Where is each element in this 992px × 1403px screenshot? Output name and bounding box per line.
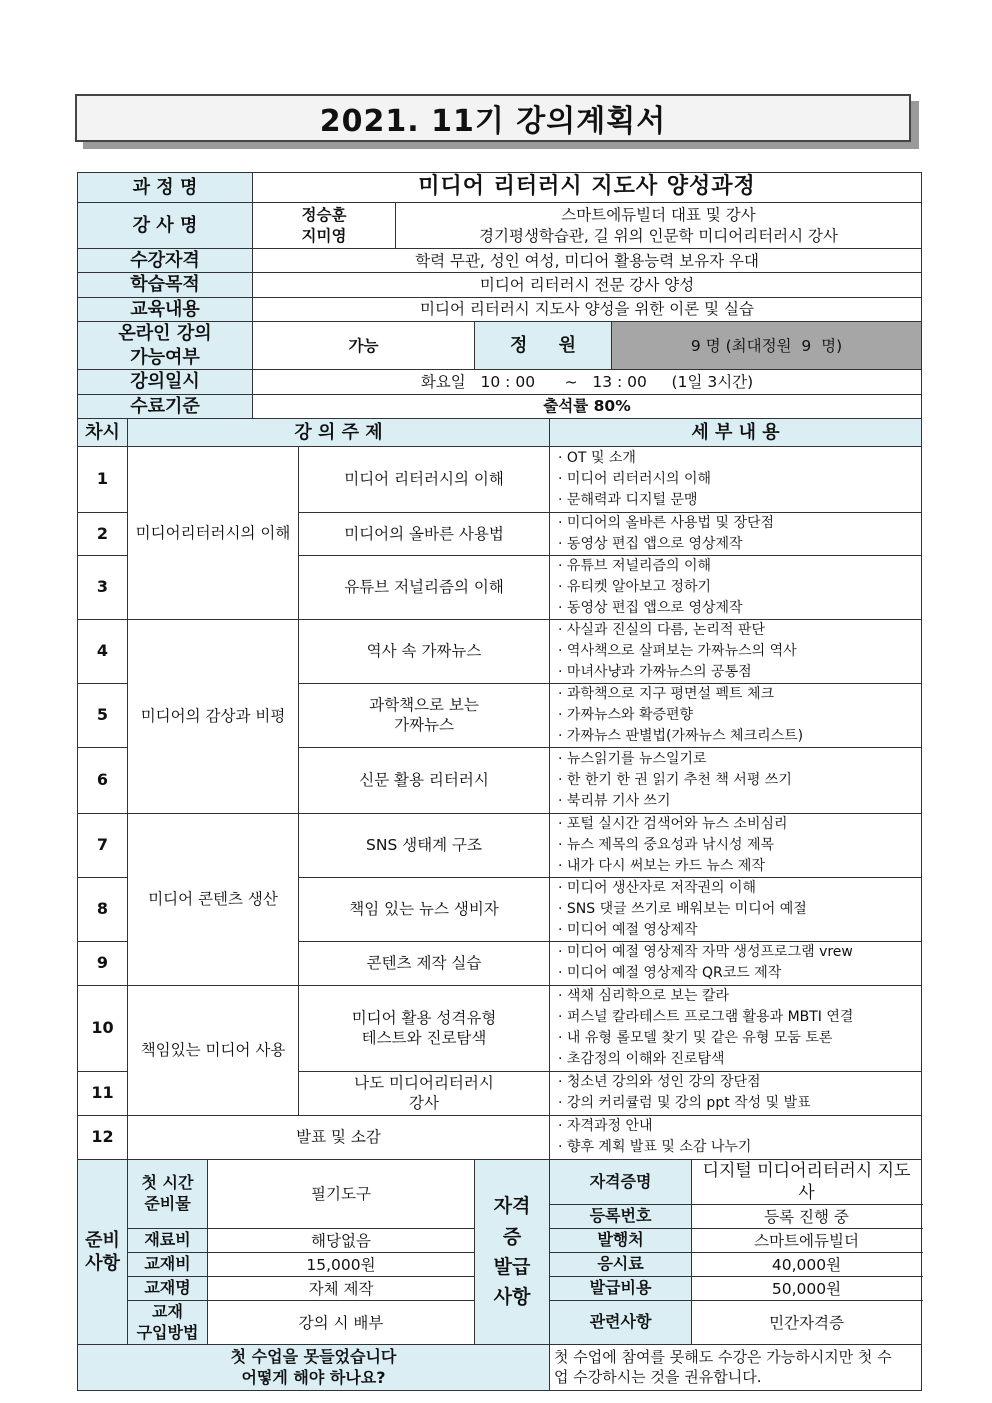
session-details xyxy=(550,619,922,683)
cert-label-line: 발급 xyxy=(493,1256,531,1279)
faq-row xyxy=(78,1345,922,1391)
detail-item: · 뉴스 제목의 중요성과 낚시성 제목 xyxy=(558,836,775,853)
cert-item-label: 관련사항 xyxy=(550,1301,692,1345)
schedule-label: 강의일시 xyxy=(78,370,253,394)
prep-label xyxy=(78,1159,128,1344)
instructor-roles xyxy=(396,203,922,249)
completion-value: 출석률 80% xyxy=(253,394,922,418)
session-number: 1 xyxy=(78,446,128,512)
faq-answer-line: 업 수강하시는 것을 권유합니다. xyxy=(554,1367,762,1386)
cert-label xyxy=(475,1159,550,1344)
session-topic: 역사 속 가짜뉴스 xyxy=(299,619,550,683)
detail-item: · 내가 다시 써보는 카드 뉴스 제작 xyxy=(558,857,765,874)
detail-item: · SNS 댓글 쓰기로 배워보는 미디어 예절 xyxy=(558,900,807,917)
qualification-label: 수강자격 xyxy=(78,249,253,273)
prep-label-line: 준비 xyxy=(85,1229,120,1251)
topic-header: 강 의 주 제 xyxy=(128,418,550,446)
detail-item: · 미디어 예절 영상제작 xyxy=(558,921,698,938)
prep-item-value: 강의 시 배부 xyxy=(208,1301,475,1345)
online-row xyxy=(78,322,922,370)
session-number: 2 xyxy=(78,512,128,555)
cert-item-value: 등록 진행 중 xyxy=(692,1205,922,1229)
content-row xyxy=(78,297,922,321)
cert-item-value: 스마트에듀빌더 xyxy=(692,1229,922,1253)
detail-item: · 가짜뉴스 판별법(가짜뉴스 체크리스트) xyxy=(558,727,804,744)
topic-line: 강사 xyxy=(409,1094,439,1113)
cert-item-label: 응시료 xyxy=(550,1253,692,1277)
session-topic: 콘텐츠 제작 실습 xyxy=(299,941,550,985)
prep-item-label-line: 준비물 xyxy=(144,1194,191,1214)
qualification-value: 학력 무관, 성인 여성, 미디어 활용능력 보유자 우대 xyxy=(253,249,922,273)
detail-item: · 마녀사냥과 가짜뉴스의 공통점 xyxy=(558,663,752,680)
prep-item-label-line: 구입방법 xyxy=(136,1322,199,1342)
instructor-name: 지미영 xyxy=(301,226,347,245)
content-value: 미디어 리터러시 지도사 양성을 위한 이론 및 실습 xyxy=(253,297,922,321)
group-label: 미디어의 감상과 비평 xyxy=(128,619,299,813)
detail-item: · 문해력과 디지털 문맹 xyxy=(558,491,698,508)
prep-item-value: 자체 제작 xyxy=(208,1277,475,1301)
cert-item-label: 발행처 xyxy=(550,1229,692,1253)
online-value: 가능 xyxy=(253,322,475,370)
detail-item: · 미디어의 올바른 사용법 및 장단점 xyxy=(558,514,775,531)
instructor-names xyxy=(253,203,396,249)
topic-line: 가짜뉴스 xyxy=(394,716,454,735)
session-details xyxy=(550,446,922,512)
online-label xyxy=(78,322,253,370)
session-number: 12 xyxy=(78,1115,128,1159)
detail-item: · 내 유형 롤모델 찾기 및 같은 유형 모둠 토론 xyxy=(558,1030,833,1047)
session-row xyxy=(78,446,922,512)
page-title: 2021. 11기 강의계획서 xyxy=(75,94,911,142)
session-details xyxy=(550,877,922,941)
detail-item: · 미디어 리터러시의 이해 xyxy=(558,470,712,487)
prep-row xyxy=(78,1159,922,1204)
schedule-row xyxy=(78,370,922,394)
session-header: 차시 xyxy=(78,418,128,446)
session-topic: 미디어 리터러시의 이해 xyxy=(299,446,550,512)
instructor-row xyxy=(78,203,922,249)
prep-item-label: 교재명 xyxy=(128,1277,208,1301)
topic-line: 나도 미디어리터러시 xyxy=(354,1074,494,1093)
prep-item-label xyxy=(128,1301,208,1345)
cert-item-value: 디지털 미디어리터러시 지도사 xyxy=(692,1159,922,1204)
online-label-line: 온라인 강의 xyxy=(118,323,212,345)
detail-item: · 동영상 편집 앱으로 영상제작 xyxy=(558,599,743,616)
session-number: 11 xyxy=(78,1071,128,1115)
cert-item-label: 등록번호 xyxy=(550,1205,692,1229)
course-label: 과 정 명 xyxy=(78,173,253,203)
detail-item: · 퍼스널 칼라테스트 프로그램 활용과 MBTI 연결 xyxy=(558,1009,854,1026)
goal-row xyxy=(78,273,922,297)
goal-value: 미디어 리터러시 전문 강사 양성 xyxy=(253,273,922,297)
content-label: 교육내용 xyxy=(78,297,253,321)
detail-item: · 청소년 강의와 성인 강의 장단점 xyxy=(558,1074,761,1091)
session-number: 9 xyxy=(78,941,128,985)
faq-question xyxy=(78,1345,550,1391)
detail-item: · 북리뷰 기사 쓰기 xyxy=(558,792,671,809)
qualification-row xyxy=(78,249,922,273)
lecture-plan-table xyxy=(77,172,922,1391)
session-topic: 책임 있는 뉴스 생비자 xyxy=(299,877,550,941)
capacity-label: 정 원 xyxy=(475,322,612,370)
session-details xyxy=(550,683,922,747)
faq-question-line: 어떻게 해야 하나요? xyxy=(241,1367,386,1387)
detail-item: · 미디어 예절 영상제작 자막 생성프로그램 vrew xyxy=(558,944,853,961)
completion-row xyxy=(78,394,922,418)
detail-item: · 동영상 편집 앱으로 영상제작 xyxy=(558,535,743,552)
session-row xyxy=(78,985,922,1071)
detail-item: · 뉴스읽기를 뉴스일기로 xyxy=(558,750,707,767)
session-details xyxy=(550,985,922,1071)
session-topic xyxy=(299,1071,550,1115)
detail-item: · 포털 실시간 검색어와 뉴스 소비심리 xyxy=(558,815,788,832)
prep-item-label xyxy=(128,1159,208,1228)
prep-item-label: 재료비 xyxy=(128,1229,208,1253)
instructor-role: 스마트에듀빌더 대표 및 강사 xyxy=(561,206,756,225)
topic-line: 과학책으로 보는 xyxy=(369,696,479,715)
session-row xyxy=(78,813,922,877)
detail-item: · 자격과정 안내 xyxy=(558,1118,653,1135)
session-topic xyxy=(299,683,550,747)
session-number: 6 xyxy=(78,747,128,813)
session-details xyxy=(550,747,922,813)
detail-item: · 색채 심리학으로 보는 칼라 xyxy=(558,988,730,1005)
detail-item: · 미디어 예절 영상제작 QR코드 제작 xyxy=(558,965,782,982)
session-row xyxy=(78,1115,922,1159)
instructor-name: 정승훈 xyxy=(301,206,347,225)
session-details xyxy=(550,512,922,555)
faq-answer-line: 첫 수업에 참여를 못해도 수강은 가능하시지만 첫 수 xyxy=(554,1348,892,1367)
prep-item-label-line: 첫 시간 xyxy=(141,1173,194,1193)
detail-item: · 초감정의 이해와 진로탐색 xyxy=(558,1051,725,1068)
group-label: 책임있는 미디어 사용 xyxy=(128,985,299,1115)
detail-item: · 과학책으로 지구 평면설 펙트 체크 xyxy=(558,685,775,702)
cert-label-line: 자격 xyxy=(493,1195,531,1218)
session-number: 4 xyxy=(78,619,128,683)
detail-item: · 유튜브 저널리즘의 이해 xyxy=(558,557,712,574)
detail-item: · 사실과 진실의 다름, 논리적 판단 xyxy=(558,621,765,638)
cert-item-label: 자격증명 xyxy=(550,1159,692,1204)
prep-item-value: 15,000원 xyxy=(208,1253,475,1277)
session-details xyxy=(550,1071,922,1115)
group-label: 발표 및 소감 xyxy=(128,1115,550,1159)
detail-item: · 강의 커리큘럼 및 강의 ppt 작성 및 발표 xyxy=(558,1095,811,1112)
session-topic: 미디어의 올바른 사용법 xyxy=(299,512,550,555)
topic-line: 테스트와 진로탐색 xyxy=(361,1029,487,1048)
group-label: 미디어리터러시의 이해 xyxy=(128,446,299,619)
session-topic: SNS 생태계 구조 xyxy=(299,813,550,877)
session-details xyxy=(550,555,922,619)
instructor-role: 경기평생학습관, 길 위의 인문학 미디어리터러시 강사 xyxy=(479,226,839,245)
cert-label-line: 사항 xyxy=(493,1286,531,1309)
prep-item-value: 해당없음 xyxy=(208,1229,475,1253)
course-name: 미디어 리터러시 지도사 양성과정 xyxy=(253,173,922,203)
detail-item: · 미디어 생산자로 저작권의 이해 xyxy=(558,879,757,896)
session-topic xyxy=(299,985,550,1071)
goal-label: 학습목적 xyxy=(78,273,253,297)
session-details xyxy=(550,941,922,985)
session-topic: 유튜브 저널리즘의 이해 xyxy=(299,555,550,619)
cert-item-value: 민간자격증 xyxy=(692,1301,922,1345)
group-label: 미디어 콘텐츠 생산 xyxy=(128,813,299,985)
session-number: 5 xyxy=(78,683,128,747)
capacity-value: 9 명 (최대정원 9 명) xyxy=(612,322,922,370)
online-label-line: 가능여부 xyxy=(130,346,200,368)
cert-label-line: 증 xyxy=(502,1225,522,1248)
instructor-label: 강 사 명 xyxy=(78,203,253,249)
detail-item: · 한 한기 한 권 읽기 추천 책 서평 쓰기 xyxy=(558,771,792,788)
session-number: 3 xyxy=(78,555,128,619)
session-details xyxy=(550,1115,922,1159)
session-details xyxy=(550,813,922,877)
course-row xyxy=(78,173,922,203)
faq-answer xyxy=(550,1345,922,1391)
details-header: 세 부 내 용 xyxy=(550,418,922,446)
cert-item-value: 40,000원 xyxy=(692,1253,922,1277)
session-number: 8 xyxy=(78,877,128,941)
prep-item-label-line: 교재 xyxy=(152,1301,183,1321)
schedule-value: 화요일 10 : 00 ~ 13 : 00 (1일 3시간) xyxy=(253,370,922,394)
session-row xyxy=(78,619,922,683)
prep-item-label: 교재비 xyxy=(128,1253,208,1277)
session-number: 10 xyxy=(78,985,128,1071)
session-number: 7 xyxy=(78,813,128,877)
cert-item-label: 발급비용 xyxy=(550,1277,692,1301)
topic-line: 미디어 활용 성격유형 xyxy=(351,1009,497,1028)
faq-question-line: 첫 수업을 못들었습니다 xyxy=(230,1346,397,1366)
detail-item: · 역사책으로 살펴보는 가짜뉴스의 역사 xyxy=(558,642,797,659)
schedule-header-row xyxy=(78,418,922,446)
cert-item-value: 50,000원 xyxy=(692,1277,922,1301)
detail-item: · 가짜뉴스와 확증편향 xyxy=(558,706,694,723)
detail-item: · OT 및 소개 xyxy=(558,449,636,466)
completion-label: 수료기준 xyxy=(78,394,253,418)
prep-label-line: 사항 xyxy=(85,1253,120,1275)
session-topic: 신문 활용 리터러시 xyxy=(299,747,550,813)
detail-item: · 유티켓 알아보고 정하기 xyxy=(558,578,712,595)
detail-item: · 향후 계획 발표 및 소감 나누기 xyxy=(558,1139,752,1156)
prep-item-value: 필기도구 xyxy=(208,1159,475,1228)
